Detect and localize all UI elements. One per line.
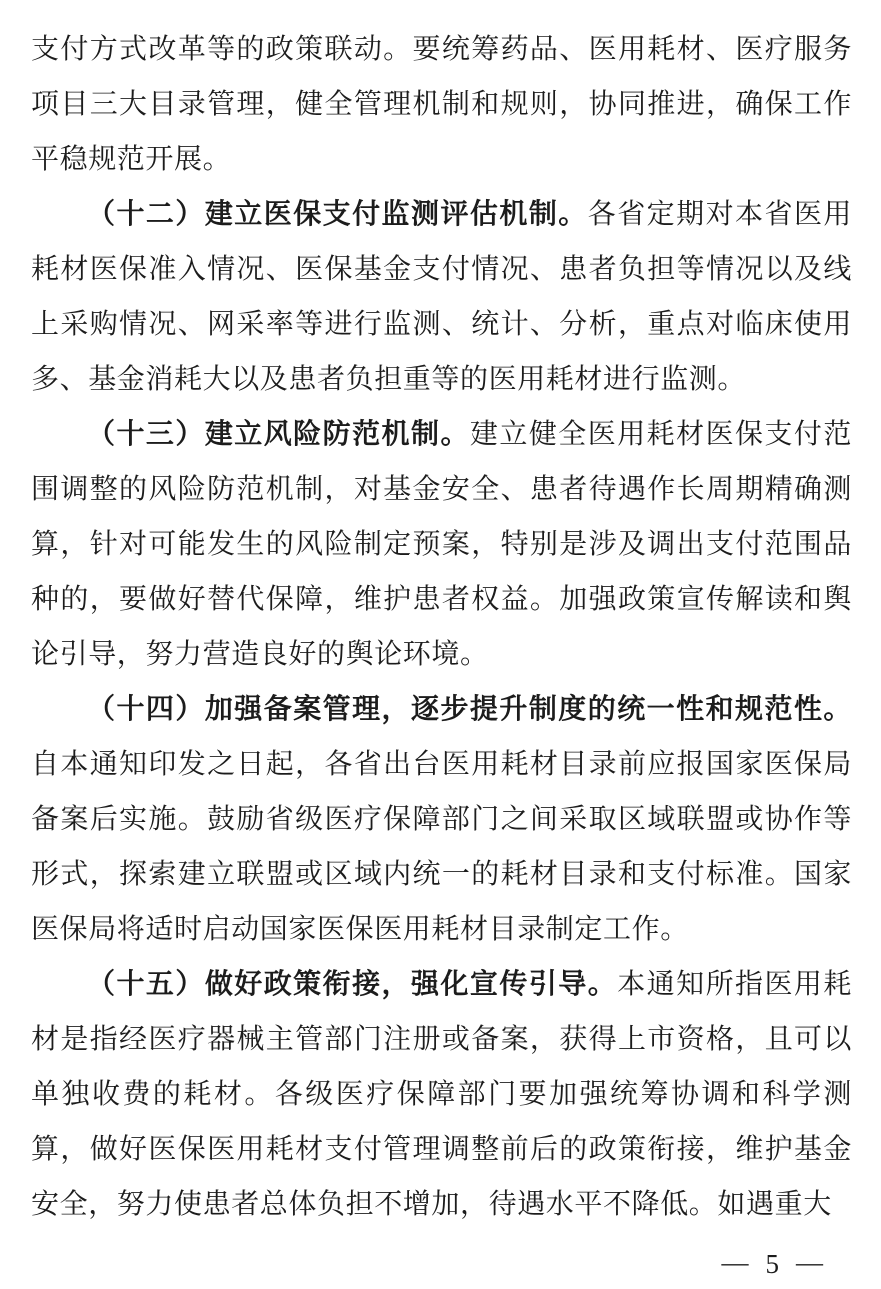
section-heading-segment: （十四）加强备案管理，逐步提升制度的统一性和规范性。 [87, 694, 852, 725]
paragraph [31, 957, 852, 1232]
text-segment: 本通知所指医用耗材是指经医疗器械主管部门注册或备案，获得上市资格，且可以单独收费的耗材。各级医疗保障部门要加强统筹协调和科学测算，做好医保医用耗材支付管理调整前后的政策衔接，维护基金安全，努力使患者总体负担不增加，待遇水平不降低。如遇重大 [31, 969, 852, 1220]
section-heading-segment: （十五）做好政策衔接，强化宣传引导。 [87, 969, 618, 1000]
section-heading-segment: （十二）建立医保支付监测评估机制。 [87, 199, 588, 230]
text-segment: 各省定期对本省医用耗材医保准入情况、医保基金支付情况、患者负担等情况以及线上采购情况、网采率等进行监测、统计、分析，重点对临床使用多、基金消耗大以及患者负担重等的医用耗材进行监测。 [31, 199, 852, 395]
page-number: 5 [765, 1249, 779, 1279]
section-heading-segment: （十三）建立风险防范机制。 [87, 419, 470, 450]
document-body [31, 22, 852, 1232]
text-segment: 支付方式改革等的政策联动。要统筹药品、医用耗材、医疗服务项目三大目录管理，健全管理机制和规则，协同推进，确保工作平稳规范开展。 [31, 34, 852, 175]
footer-dash-left: — [721, 1247, 749, 1277]
paragraph [31, 187, 852, 407]
paragraph [31, 407, 852, 682]
text-segment: 自本通知印发之日起，各省出台医用耗材目录前应报国家医保局备案后实施。鼓励省级医疗保障部门之间采取区域联盟或协作等形式，探索建立联盟或区域内统一的耗材目录和支付标准。国家医保局将适时启动国家医保医用耗材目录制定工作。 [31, 749, 852, 945]
page-footer [722, 1249, 824, 1279]
text-segment: 建立健全医用耗材医保支付范围调整的风险防范机制，对基金安全、患者待遇作长周期精确测算，针对可能发生的风险制定预案，特别是涉及调出支付范围品种的，要做好替代保障，维护患者权益。加强政策宣传解读和舆论引导，努力营造良好的舆论环境。 [31, 419, 852, 670]
footer-dash-right: — [796, 1247, 823, 1277]
paragraph [31, 22, 852, 187]
paragraph [31, 682, 852, 957]
